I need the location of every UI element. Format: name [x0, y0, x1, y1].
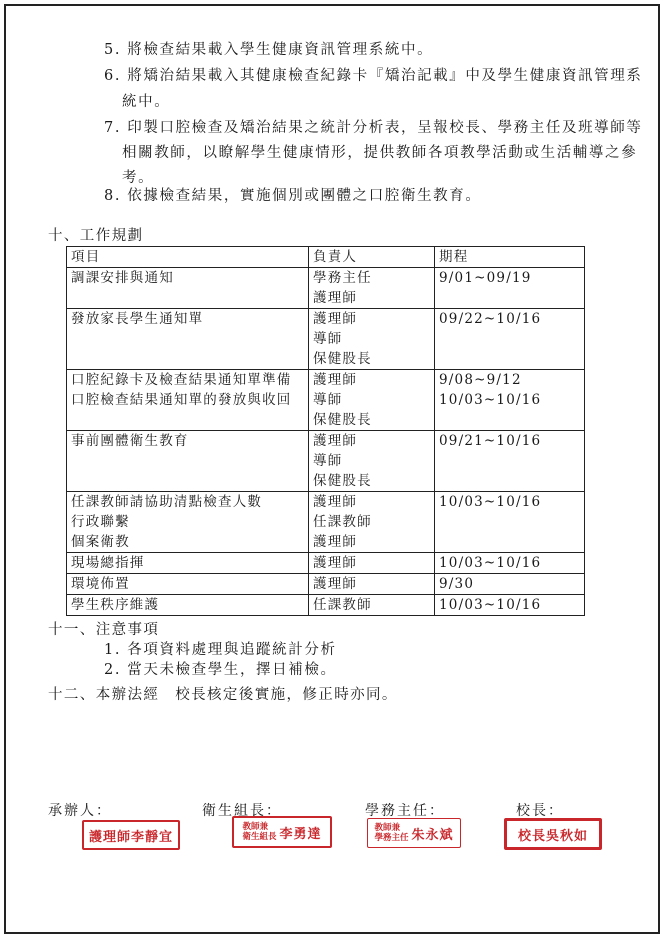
cell-line: 護理師 — [313, 494, 358, 510]
cell-line: 09/22~10/16 — [439, 311, 542, 327]
cell-line: 個案衛教 — [71, 534, 130, 550]
cell-person — [309, 268, 435, 309]
cell-line: 護理師 — [313, 372, 358, 388]
cell-line: 9/30 — [439, 576, 475, 592]
cell-schedule — [435, 268, 585, 309]
item-7-cont: 考。 — [122, 170, 155, 186]
stamp-student-affairs: 教師兼 學務主任 朱永斌 — [367, 818, 461, 848]
cell-line: 09/21~10/16 — [439, 433, 542, 449]
cell-line: 任課教師請協助清點檢查人數 — [71, 494, 263, 510]
header-person: 負責人 — [309, 247, 435, 268]
cell-person — [309, 492, 435, 553]
cell-line: 護理師 — [313, 290, 358, 306]
cell-person — [309, 574, 435, 595]
cell-schedule — [435, 595, 585, 616]
stamp-handler: 護理師李靜宜 — [82, 820, 180, 850]
table-row — [67, 309, 585, 370]
section-11-title: 十一、注意事項 — [48, 622, 160, 638]
item-line: 將檢查結果載入學生健康資訊管理系統中。 — [127, 42, 434, 58]
cell-line: 導師 — [313, 331, 343, 347]
section-12-text: 十二、本辦法經 校長核定後實施，修正時亦同。 — [48, 687, 398, 703]
cell-person — [309, 370, 435, 431]
cell-item — [67, 595, 309, 616]
header-item: 項目 — [67, 247, 309, 268]
cell-schedule — [435, 309, 585, 370]
cell-line: 學生秩序維護 — [71, 597, 160, 613]
cell-line: 護理師 — [313, 311, 358, 327]
cell-line: 9/08~9/12 — [439, 372, 522, 388]
cell-line: 護理師 — [313, 433, 358, 449]
work-plan-table — [66, 246, 585, 616]
notice-item: 1. 各項資料處理與追蹤統計分析 — [104, 642, 337, 658]
cell-line: 發放家長學生通知單 — [71, 311, 204, 327]
item-label: 5. — [104, 42, 122, 58]
item-label: 7. — [104, 120, 122, 136]
cell-item — [67, 492, 309, 553]
notice-item: 2. 當天未檢查學生，擇日補檢。 — [104, 662, 337, 678]
table-header-row — [67, 247, 585, 268]
cell-line: 9/01~09/19 — [439, 270, 532, 286]
item-8 — [104, 187, 481, 205]
cell-line: 護理師 — [313, 534, 358, 550]
cell-item — [67, 268, 309, 309]
sig-label-student-affairs: 學務主任： — [365, 803, 445, 819]
cell-item — [67, 370, 309, 431]
item-label: 6. — [104, 68, 122, 84]
item-5 — [104, 41, 433, 59]
header-schedule: 期程 — [435, 247, 585, 268]
cell-item — [67, 431, 309, 492]
stamp-principal: 校長吳秋如 — [504, 818, 602, 850]
cell-schedule — [435, 370, 585, 431]
cell-line: 現場總指揮 — [71, 555, 145, 571]
cell-line: 護理師 — [313, 576, 358, 592]
cell-line: 10/03~10/16 — [439, 597, 542, 613]
cell-line: 口腔紀錄卡及檢查結果通知單準備 — [71, 372, 292, 388]
cell-line: 保健股長 — [313, 412, 372, 428]
sig-label-health-chief: 衛生組長： — [202, 803, 282, 819]
cell-person — [309, 309, 435, 370]
table-row — [67, 595, 585, 616]
table-body — [67, 268, 585, 616]
cell-schedule — [435, 574, 585, 595]
cell-line: 10/03~10/16 — [439, 392, 542, 408]
cell-line: 導師 — [313, 392, 343, 408]
cell-item — [67, 309, 309, 370]
item-line: 將矯治結果載入其健康檢查紀錄卡『矯治記載』中及學生健康資訊管理系 — [127, 68, 643, 84]
cell-line: 任課教師 — [313, 514, 372, 530]
sig-label-handler: 承辦人： — [48, 803, 112, 819]
cell-line: 導師 — [313, 453, 343, 469]
cell-schedule — [435, 553, 585, 574]
item-6 — [104, 67, 642, 85]
item-7 — [104, 119, 642, 137]
cell-schedule — [435, 492, 585, 553]
table-row — [67, 492, 585, 553]
sig-label-principal: 校長： — [516, 803, 564, 819]
cell-item — [67, 574, 309, 595]
cell-line: 環境佈置 — [71, 576, 130, 592]
cell-person — [309, 595, 435, 616]
cell-line: 任課教師 — [313, 597, 372, 613]
cell-line: 10/03~10/16 — [439, 555, 542, 571]
item-6-cont: 統中。 — [122, 94, 171, 110]
item-line: 印製口腔檢查及矯治結果之統計分析表，呈報校長、學務主任及班導師等 — [127, 120, 643, 136]
table-row — [67, 370, 585, 431]
cell-item — [67, 553, 309, 574]
stamp-health-chief: 教師兼 衛生組長 李勇達 — [232, 816, 332, 848]
table-row — [67, 553, 585, 574]
section-10-title: 十、工作規劃 — [48, 228, 144, 244]
cell-line: 10/03~10/16 — [439, 494, 542, 510]
cell-line: 護理師 — [313, 555, 358, 571]
table-row — [67, 574, 585, 595]
cell-line: 調課安排與通知 — [71, 270, 174, 286]
table-row — [67, 431, 585, 492]
item-7-cont: 相關教師，以瞭解學生健康情形，提供教師各項教學活動或生活輔導之參 — [122, 145, 638, 161]
item-line: 依據檢查結果，實施個別或團體之口腔衛生教育。 — [127, 188, 482, 204]
cell-line: 口腔檢查結果通知單的發放與收回 — [71, 392, 292, 408]
item-label: 8. — [104, 188, 122, 204]
cell-line: 保健股長 — [313, 351, 372, 367]
table-row — [67, 268, 585, 309]
cell-line: 行政聯繫 — [71, 514, 130, 530]
cell-person — [309, 553, 435, 574]
cell-person — [309, 431, 435, 492]
cell-schedule — [435, 431, 585, 492]
cell-line: 保健股長 — [313, 473, 372, 489]
cell-line: 事前團體衛生教育 — [71, 433, 189, 449]
cell-line: 學務主任 — [313, 270, 372, 286]
